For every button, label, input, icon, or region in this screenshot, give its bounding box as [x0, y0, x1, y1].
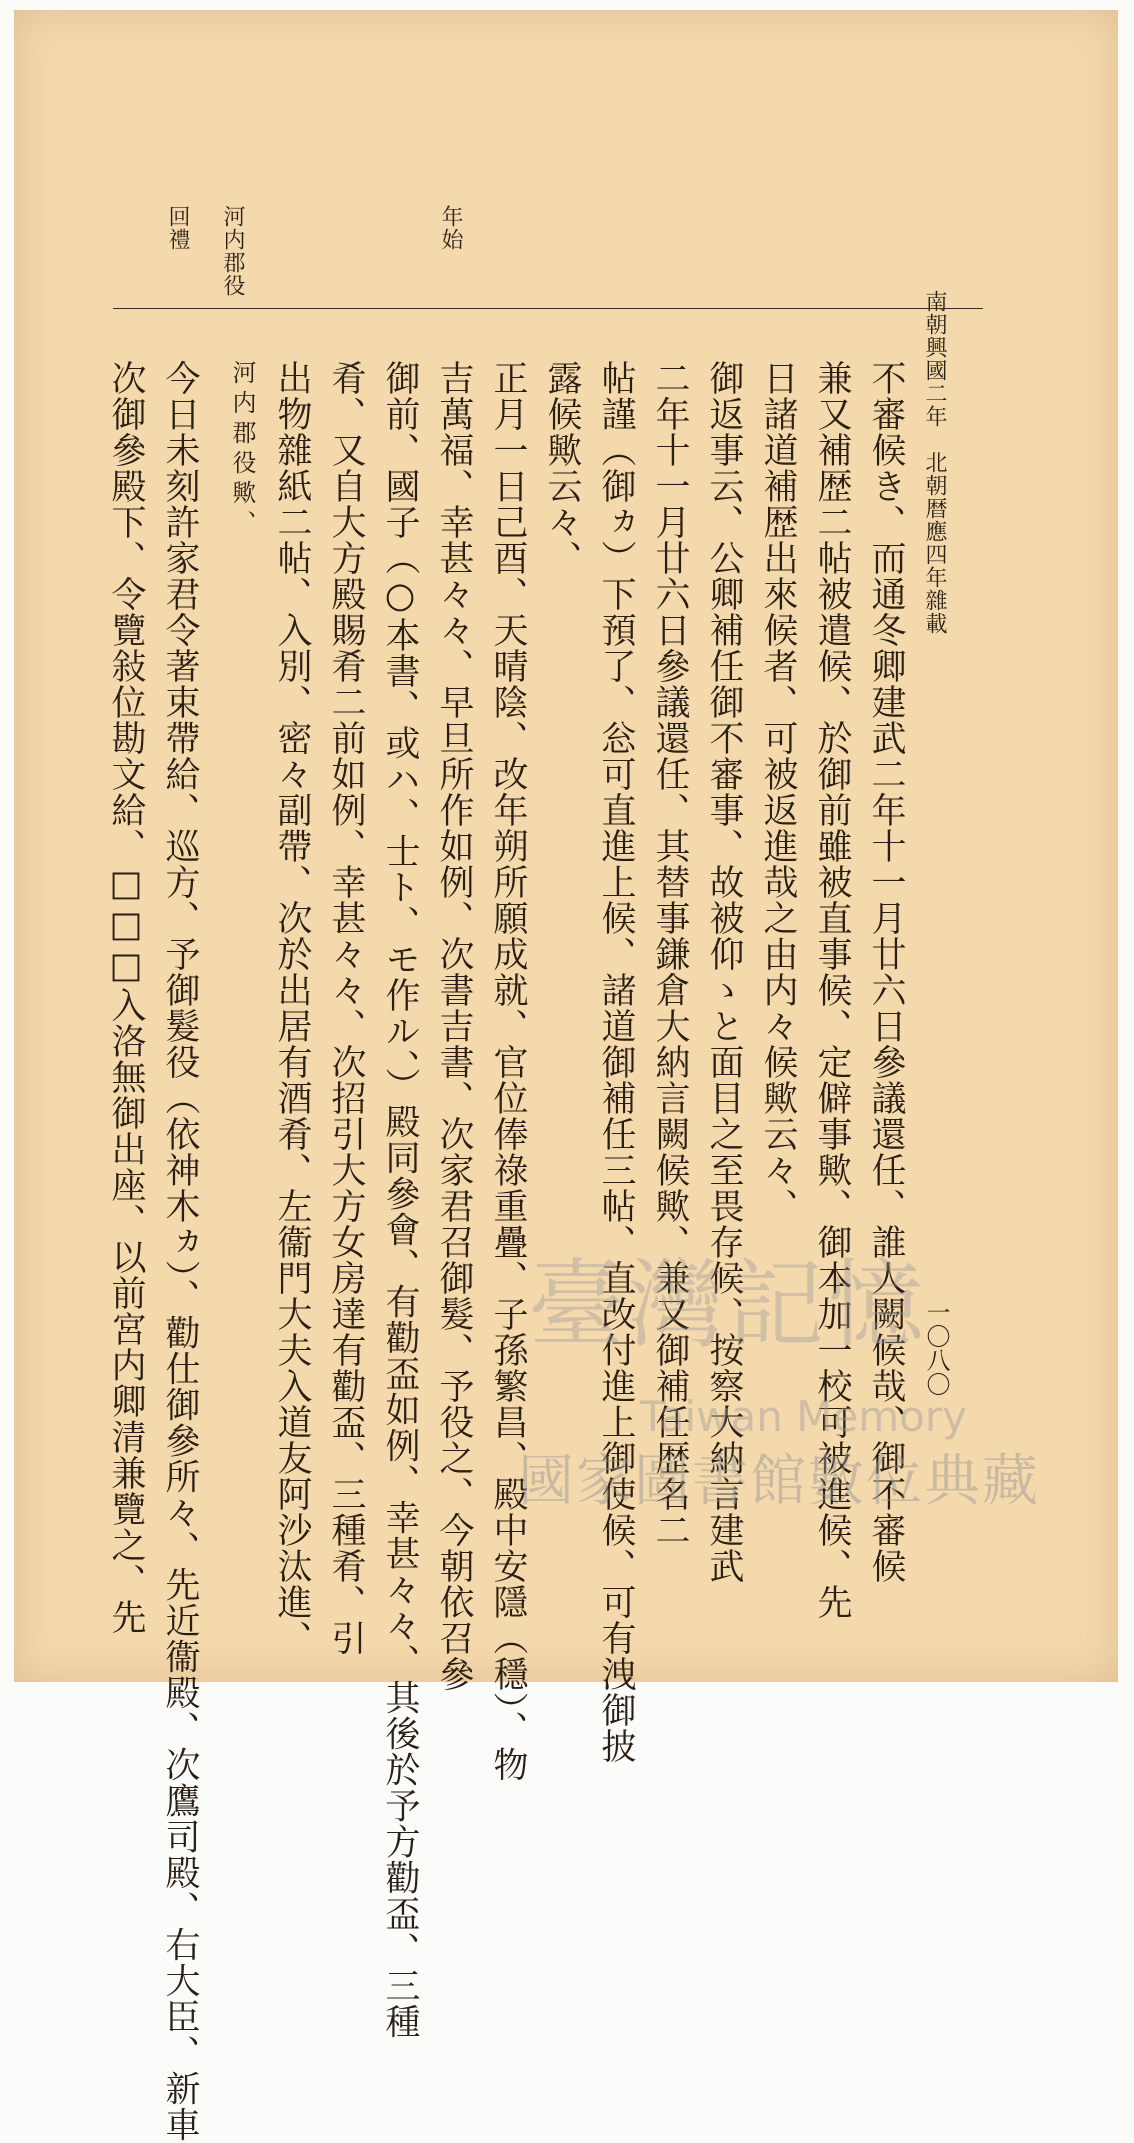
watermark-caption: 國家圖書館數位典藏	[518, 1449, 1040, 1514]
text-column-11: 肴、又自大方殿賜肴二前如例、幸甚々々、次招引大方女房達有勸盃、三種肴、引	[326, 360, 366, 1656]
head-note-kairei: 回禮	[165, 205, 190, 251]
text-column-12: 出物雜紙二帖、入別、密々副帶、次於出居有酒肴、左衞門大夫入道友阿沙汰進、	[272, 360, 312, 1656]
text-column-7: 露候歟云々、	[542, 360, 582, 576]
header-rule	[113, 308, 983, 309]
running-title: 南朝興國二年 北朝暦應四年雜載	[922, 290, 947, 635]
text-column-6: 帖謹（御ヵ）下預了、忩可直進上候、諸道御補任三帖、直改付進上御使候、可有洩御披	[596, 360, 636, 1764]
text-column-14: 今日未刻許家君令著束帶給、巡方、予御髮役（依神木ヵ）、勸仕御參所々、先近衞殿、次鷹司殿、右大臣、新車	[160, 360, 200, 2143]
text-column-1: 不審候き、而通冬卿建武二年十一月廿六日參議還任、誰人闕候哉、御不審候	[866, 360, 906, 1584]
text-column-15: 次御參殿下、令覽敍位勘文給、□□□入洛無御出座、以前宮内卿清兼覽之、先	[106, 360, 146, 1635]
text-column-9: 吉萬福、幸甚々々、早旦所作如例、次書吉書、次家君召御髮、予役之、今朝依召參	[434, 360, 474, 1692]
text-column-13: 河内郡役歟、	[228, 360, 256, 540]
watermark-english: Taiwan Memory	[640, 1392, 967, 1441]
watermark-title: 臺灣記憶	[528, 1249, 928, 1361]
page-number: 一〇八〇	[922, 1300, 950, 1396]
head-note-kawachi: 河内郡役	[220, 205, 245, 297]
head-note-nenshi: 年始	[438, 205, 463, 251]
text-column-3: 日諸道補歴出來候者、可被返進哉之由内々候歟云々、	[758, 360, 798, 1224]
text-column-4: 御返事云、公卿補任御不審事、故被仰ゝと面目之至畏存候、按察大納言建武	[704, 360, 744, 1584]
text-column-8: 正月一日己酉、天晴陰、改年朔所願成就、官位俸祿重疊、子孫繁昌、殿中安隱（穩）、物	[488, 360, 528, 1783]
text-column-2: 兼又補歴二帖被遣候、於御前雖被直事候、定僻事歟、御本加一校可被進候、先	[812, 360, 852, 1620]
text-column-10: 御前、國子（○本書、或ハ、士ト、モ作ル、）殿同參會、有勸盃如例、幸甚々々、其後於予方勸盃、三種	[380, 360, 420, 2040]
text-column-5: 二年十一月廿六日參議還任、其替事鎌倉大納言闕候歟、兼又御補任歴名二	[650, 360, 690, 1548]
